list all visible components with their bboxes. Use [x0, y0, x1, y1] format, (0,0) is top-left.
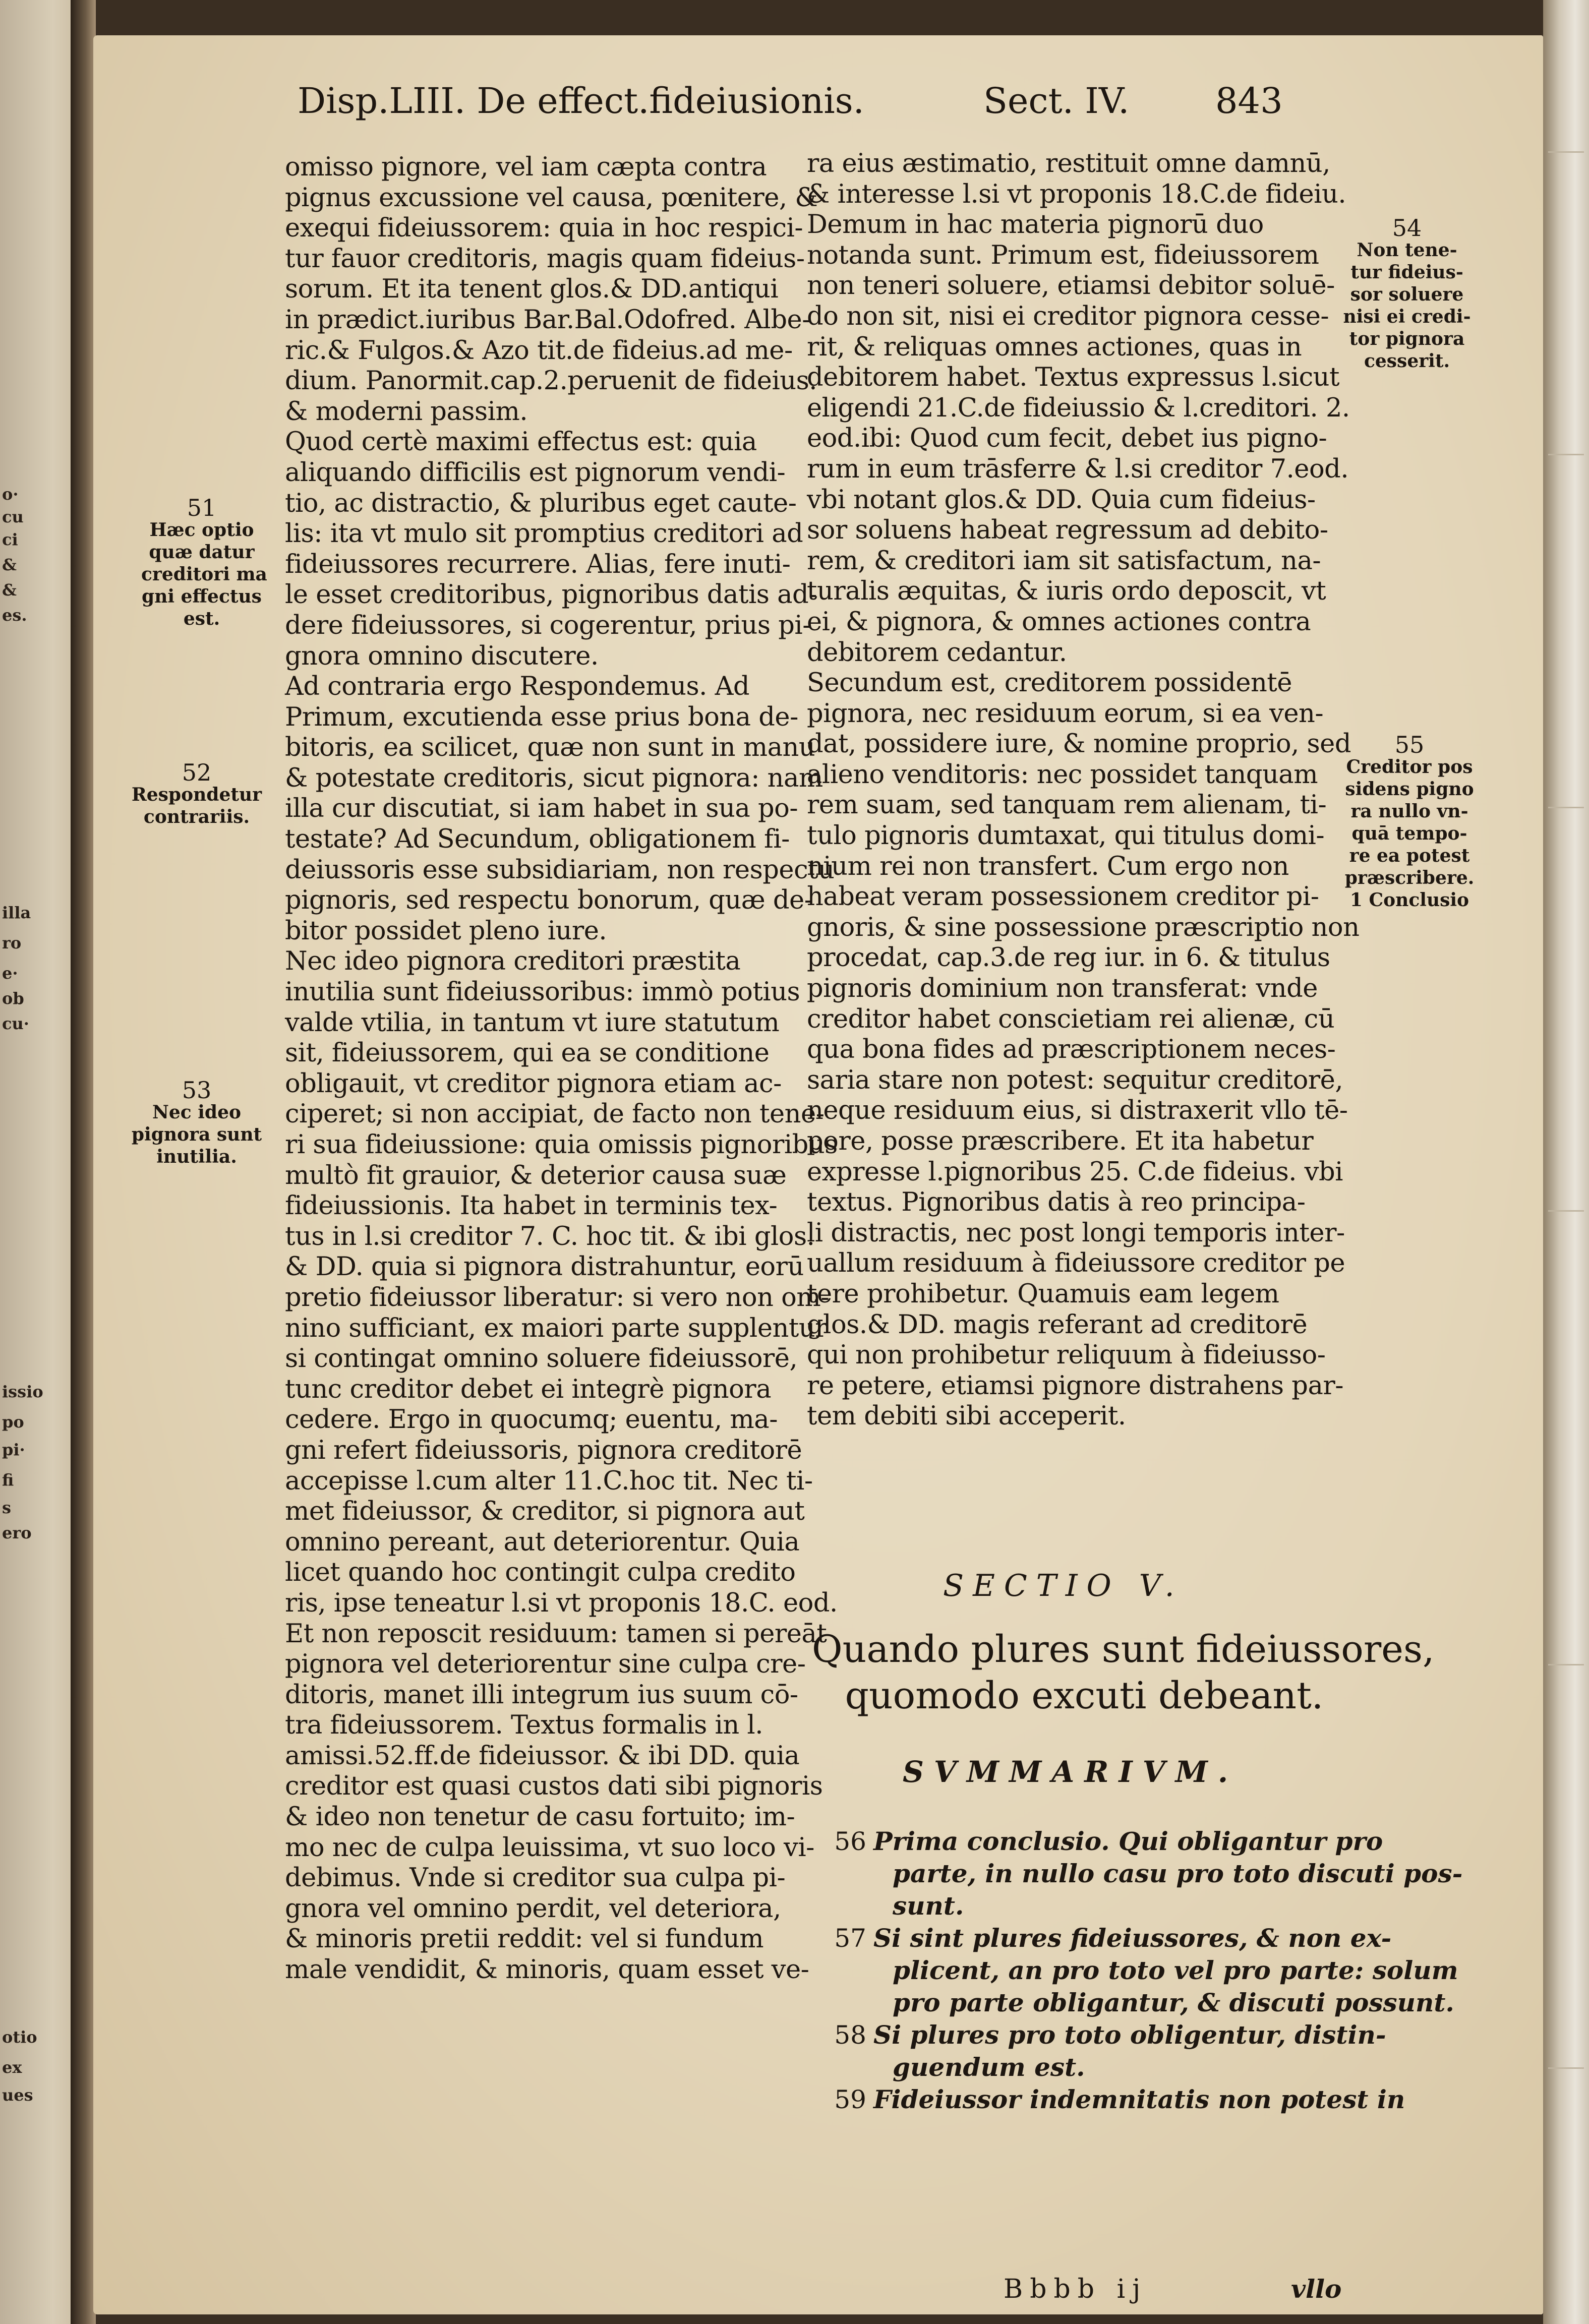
text-line: aliquando difficilis est pignorum vendi-	[285, 457, 786, 488]
margin-note-line: Nec ideo	[152, 1102, 242, 1123]
text-line: neque residuum eius, si distraxerit vllo tē-	[807, 1096, 1348, 1126]
section-heading-line: Quando plures sunt fideiussores,	[812, 1628, 1435, 1671]
margin-note-line: sor soluere	[1350, 284, 1464, 305]
prev-page-fragment: pi·	[2, 1440, 25, 1459]
summary-item: 57 Si sint plures fideiussores, & non ex-	[827, 1922, 1462, 1954]
margin-note-line: creditori ma	[141, 564, 267, 585]
prev-page-fragment: cu	[2, 507, 24, 526]
margin-note-line: Hæc optio	[149, 519, 254, 541]
text-line: amissi.52.ff.de fideiussor. & ibi DD. quia	[285, 1741, 800, 1771]
text-line: pignora, nec residuum eorum, si ea ven-	[807, 698, 1324, 729]
summary-item: 59 Fideiussor indemnitatis non potest in	[827, 2083, 1462, 2116]
margin-note-line: sidens pigno	[1345, 779, 1474, 800]
text-line: expresse l.pignoribus 25. C.de fideius. vbi	[807, 1157, 1343, 1187]
margin-note-51	[141, 494, 267, 630]
text-line: rem, & creditori iam sit satisfactum, na-	[807, 546, 1321, 576]
prev-page-fragment: fi	[2, 1470, 14, 1489]
margin-note-number: 55	[1394, 731, 1425, 758]
text-line: bitoris, ea scilicet, quæ non sunt in manu	[285, 733, 815, 763]
margin-note-number: 52	[182, 759, 212, 786]
margin-note-line: est.	[183, 608, 220, 629]
text-line: do non sit, nisi ei creditor pignora cesse-	[807, 301, 1329, 331]
text-line: illa cur discutiat, si iam habet in sua po-	[285, 794, 798, 824]
text-line: omisso pignore, vel iam cæpta contra	[285, 152, 767, 182]
text-line: glos.& DD. magis referant ad creditorē	[807, 1309, 1308, 1340]
page-stack-edge	[1543, 0, 1589, 2324]
text-line: ditoris, manet illi integrum ius suum cō-	[285, 1680, 798, 1710]
text-line: Secundum est, creditorem possidentē	[807, 668, 1292, 698]
text-line: ri sua fideiussione: quia omissis pignoribus	[285, 1130, 838, 1160]
text-line: rit, & reliquas omnes actiones, quas in	[807, 332, 1302, 362]
text-line: saria stare non potest: sequitur creditorē,	[807, 1065, 1343, 1095]
text-line: notanda sunt. Primum est, fideiussorem	[807, 240, 1319, 270]
text-line: tere prohibetur. Quamuis eam legem	[807, 1279, 1279, 1309]
margin-note-line: tor pignora	[1349, 328, 1465, 349]
text-line: & minoris pretii reddit: vel si fundum	[285, 1924, 764, 1954]
prev-page-fragment: cu·	[2, 1014, 29, 1033]
running-title: Disp.LIII. De effect.fideiusionis.	[298, 80, 864, 122]
text-line: omnino pereant, aut deteriorentur. Quia	[285, 1527, 800, 1557]
text-line: Nec ideo pignora creditori præstita	[285, 946, 741, 977]
text-line: & DD. quia si pignora distrahuntur, eorū	[285, 1252, 804, 1282]
section-label: SECTIO V.	[943, 1568, 1184, 1603]
section-indicator: Sect. IV.	[983, 80, 1130, 122]
text-line: obligauit, vt creditor pignora etiam ac-	[285, 1068, 782, 1099]
text-line: pignoris dominium non transferat: vnde	[807, 974, 1318, 1004]
text-line: uallum residuum à fideiussore creditor pe	[807, 1248, 1345, 1279]
summary-continuation: plicent, an pro toto vel pro parte: solum	[893, 1955, 1458, 1985]
text-line: eod.ibi: Quod cum fecit, debet ius pigno-	[807, 424, 1327, 454]
right-text-column	[807, 149, 1359, 1432]
text-line: accepisse l.cum alter 11.C.hoc tit. Nec ti-	[285, 1466, 813, 1496]
summary-continuation: sunt.	[893, 1891, 964, 1921]
text-line: gnora omnino discutere.	[285, 641, 599, 671]
margin-note-line: præscribere.	[1344, 867, 1475, 888]
prev-page-fragment: ob	[2, 989, 24, 1008]
text-line: & potestate creditoris, sicut pignora: nam	[285, 763, 823, 793]
text-line: pretio fideiussor liberatur: si vero non om-	[285, 1282, 829, 1313]
text-line: fideiussionis. Ita habet in terminis tex-	[285, 1191, 778, 1221]
summary-label: SVMMARIVM.	[903, 1755, 1239, 1789]
margin-note-55	[1336, 731, 1483, 911]
text-line: exequi fideiussorem: quia in hoc respici-	[285, 213, 803, 244]
left-text-column	[285, 152, 838, 1986]
summary-number: 57	[834, 1924, 866, 1953]
margin-note-line: 1 Conclusio	[1349, 889, 1469, 911]
prev-page-fragment: ex	[2, 2058, 22, 2077]
running-head	[298, 71, 1306, 131]
text-line: debitorem cedantur.	[807, 637, 1067, 668]
margin-note-52	[126, 761, 267, 828]
text-line: & ideo non tenetur de casu fortuito; im-	[285, 1802, 795, 1832]
text-line: pignus excussione vel causa, pœnitere, &	[285, 183, 818, 213]
text-line: ric.& Fulgos.& Azo tit.de fideius.ad me-	[285, 335, 793, 366]
text-line: sit, fideiussorem, qui ea se conditione	[285, 1038, 770, 1068]
text-line: habeat veram possessionem creditor pi-	[807, 882, 1319, 912]
text-line: non teneri soluere, etiamsi debitor soluē-	[807, 271, 1335, 301]
text-line: pignoris, sed respectu bonorum, quæ de-	[285, 885, 813, 916]
text-line: inutilia sunt fideiussoribus: immò potius	[285, 977, 800, 1007]
page-number: 843	[1215, 80, 1283, 122]
text-line: procedat, cap.3.de reg iur. in 6. & titulus	[807, 943, 1330, 973]
text-line: tunc creditor debet ei integrè pignora	[285, 1374, 772, 1404]
text-line: qui non prohibetur reliquum à fideiusso-	[807, 1340, 1326, 1370]
text-line: gni refert fideiussoris, pignora creditorē	[285, 1435, 802, 1465]
margin-note-line: gni effectus	[142, 586, 262, 607]
text-line: tulo pignoris dumtaxat, qui titulus domi-	[807, 821, 1325, 851]
text-line: valde vtilia, in tantum vt iure statutum	[285, 1007, 780, 1038]
text-line: le esset creditoribus, pignoribus datis ad-	[285, 580, 817, 610]
prev-page-fragment: s	[2, 1498, 12, 1517]
prev-page-fragment: es.	[2, 606, 27, 625]
margin-note-line: nisi ei credi-	[1343, 306, 1471, 327]
text-line: gnora vel omnino perdit, vel deteriora,	[285, 1893, 781, 1924]
text-line: textus. Pignoribus datis à reo principa-	[807, 1187, 1306, 1218]
text-line: & interesse l.si vt proponis 18.C.de fideiu.	[807, 179, 1346, 209]
text-line: creditor est quasi custos dati sibi pignoris	[285, 1771, 823, 1802]
margin-note-line: tur fideius-	[1350, 262, 1463, 283]
text-line: qua bona fides ad præscriptionem neces-	[807, 1035, 1336, 1065]
text-line: ra eius æstimatio, restituit omne damnū,	[807, 149, 1330, 178]
margin-note-line: Respondetur	[131, 784, 262, 805]
text-line: lis: ita vt mulo sit promptius creditori ad	[285, 519, 803, 549]
text-line: Quod certè maximi effectus est: quia	[285, 427, 757, 457]
summary-number: 59	[834, 2085, 866, 2114]
text-line: male vendidit, & minoris, quam esset ve-	[285, 1955, 809, 1985]
text-line: re petere, etiamsi pignore distrahens par-	[807, 1370, 1343, 1401]
summary-continuation: pro parte obligantur, & discuti possunt.	[893, 1988, 1454, 2017]
margin-note-number: 54	[1392, 214, 1422, 242]
prev-page-fragment: ci	[2, 530, 18, 549]
text-line: debimus. Vnde si creditor sua culpa pi-	[285, 1863, 786, 1893]
text-line: bitor possidet pleno iure.	[285, 916, 607, 946]
text-line: in prædict.iuribus Bar.Bal.Odofred. Albe-	[285, 305, 810, 335]
margin-note-line: ra nullo vn-	[1350, 801, 1468, 822]
prev-page-fragment: e·	[2, 964, 18, 983]
text-line: alieno venditoris: nec possidet tanquam	[807, 759, 1318, 790]
margin-note-number: 51	[187, 494, 217, 521]
prev-page-fragment: ero	[2, 1523, 32, 1542]
text-line: dat, possidere iure, & nomine proprio, sed	[807, 729, 1351, 759]
text-line: debitorem habet. Textus expressus l.sicut	[807, 363, 1339, 393]
book-gutter	[71, 0, 96, 2324]
text-line: si contingat omnino soluere fideiussorē,	[285, 1344, 798, 1374]
margin-note-line: cesserit.	[1364, 350, 1450, 372]
text-line: gnoris, & sine possessione præscriptio non	[807, 912, 1360, 942]
text-line: multò fit grauior, & deterior causa suæ	[285, 1160, 787, 1190]
summary-list	[827, 1825, 1462, 2116]
text-line: tra fideiussorem. Textus formalis in l.	[285, 1710, 763, 1741]
summary-continuation: guendum est.	[893, 2052, 1085, 2082]
text-line: sorum. Et ita tenent glos.& DD.antiqui	[285, 274, 779, 305]
margin-note-line: pignora sunt	[131, 1124, 262, 1145]
text-line: Primum, excutienda esse prius bona de-	[285, 702, 798, 732]
catchword: vllo	[1291, 2274, 1342, 2304]
summary-number: 58	[834, 2020, 866, 2050]
text-line: creditor habet conscietiam rei alienæ, cū	[807, 1004, 1335, 1034]
text-line: Et non reposcit residuum: tamen si pereāt	[285, 1619, 827, 1649]
text-line: mo nec de culpa leuissima, vt suo loco vi-	[285, 1832, 814, 1863]
prev-page-fragment: &	[2, 580, 17, 600]
text-line: dere fideiussores, si cogerentur, prius pi-	[285, 610, 811, 640]
margin-note-line: quā tempo-	[1351, 823, 1467, 844]
text-line: fideiussores recurrere. Alias, fere inuti-	[285, 549, 791, 579]
prev-page-fragment: illa	[2, 903, 31, 922]
text-line: tem debiti sibi acceperit.	[807, 1401, 1126, 1432]
prev-page-fragment: issio	[2, 1382, 43, 1401]
text-line: Ad contraria ergo Respondemus. Ad	[285, 672, 750, 702]
margin-note-number: 53	[182, 1077, 212, 1104]
margin-note-line: inutilia.	[156, 1146, 237, 1167]
prev-page-fragment: po	[2, 1412, 24, 1432]
text-line: licet quando hoc contingit culpa credito	[285, 1558, 796, 1588]
text-line: nino sufficiant, ex maiori parte supplentur	[285, 1313, 828, 1343]
text-line: dium. Panormit.cap.2.peruenit de fideius.	[285, 366, 817, 396]
signature-mark: Bbbb ij	[1004, 2274, 1148, 2304]
text-line: ei, & pignora, & omnes actiones contra	[807, 607, 1311, 637]
text-line: pore, posse præscribere. Et ita habetur	[807, 1126, 1314, 1156]
prev-page-fragment: &	[2, 555, 17, 574]
text-line: tur fauor creditoris, magis quam fideius-	[285, 244, 805, 274]
text-line: li distractis, nec post longi temporis inter-	[807, 1218, 1345, 1248]
text-line: eligendi 21.C.de fideiussio & l.creditori. 2.	[807, 393, 1350, 423]
summary-continuation: parte, in nullo casu pro toto discuti pos-	[893, 1859, 1463, 1888]
text-line: ris, ipse teneatur l.si vt proponis 18.C. eod.	[285, 1588, 838, 1618]
text-line: nium rei non transfert. Cum ergo non	[807, 851, 1289, 881]
text-line: tus in l.si creditor 7. C. hoc tit. & ibi glos.	[285, 1221, 815, 1252]
margin-note-53	[126, 1079, 267, 1168]
text-line: vbi notant glos.& DD. Quia cum fideius-	[807, 485, 1316, 515]
margin-note-line: Creditor pos	[1346, 756, 1473, 778]
margin-note-line: contrariis.	[143, 806, 250, 827]
text-line: cedere. Ergo in quocumq; euentu, ma-	[285, 1405, 778, 1435]
margin-note-line: quæ datur	[149, 542, 255, 563]
margin-note-line: Non tene-	[1357, 240, 1457, 261]
text-line: testate? Ad Secundum, obligationem fi-	[285, 824, 790, 855]
margin-note-line: re ea potest	[1349, 845, 1470, 866]
prev-page-fragment: o·	[2, 485, 19, 504]
text-line: met fideiussor, & creditor, si pignora aut	[285, 1497, 805, 1527]
prev-page-fragment: ro	[2, 933, 22, 952]
text-line: pignora vel deteriorentur sine culpa cre-	[285, 1649, 806, 1680]
section-heading	[812, 1626, 1435, 1719]
prev-page-fragment: otio	[2, 2028, 37, 2047]
margin-note-54	[1336, 214, 1478, 372]
text-line: ciperet; si non accipiat, de facto non tene-	[285, 1099, 825, 1129]
prev-page-fragment: ues	[2, 2085, 33, 2105]
summary-number: 56	[834, 1827, 866, 1856]
summary-item: 56 Prima conclusio. Qui obligantur pro	[827, 1825, 1462, 1858]
summary-item: 58 Si plures pro toto obligentur, distin-	[827, 2019, 1462, 2051]
section-heading-line: quomodo excuti debeant.	[845, 1674, 1324, 1717]
text-line: turalis æquitas, & iuris ordo deposcit, vt	[807, 576, 1326, 607]
text-line: Demum in hac materia pignorū duo	[807, 210, 1264, 240]
text-line: tio, ac distractio, & pluribus eget caute-	[285, 488, 797, 518]
text-line: rem suam, sed tanquam rem alienam, ti-	[807, 790, 1327, 820]
text-line: sor soluens habeat regressum ad debito-	[807, 515, 1328, 546]
text-line: & moderni passim.	[285, 396, 528, 427]
text-line: rum in eum trāsferre & l.si creditor 7.eod.	[807, 454, 1349, 484]
text-line: deiussoris esse subsidiariam, non respectu	[285, 855, 835, 885]
